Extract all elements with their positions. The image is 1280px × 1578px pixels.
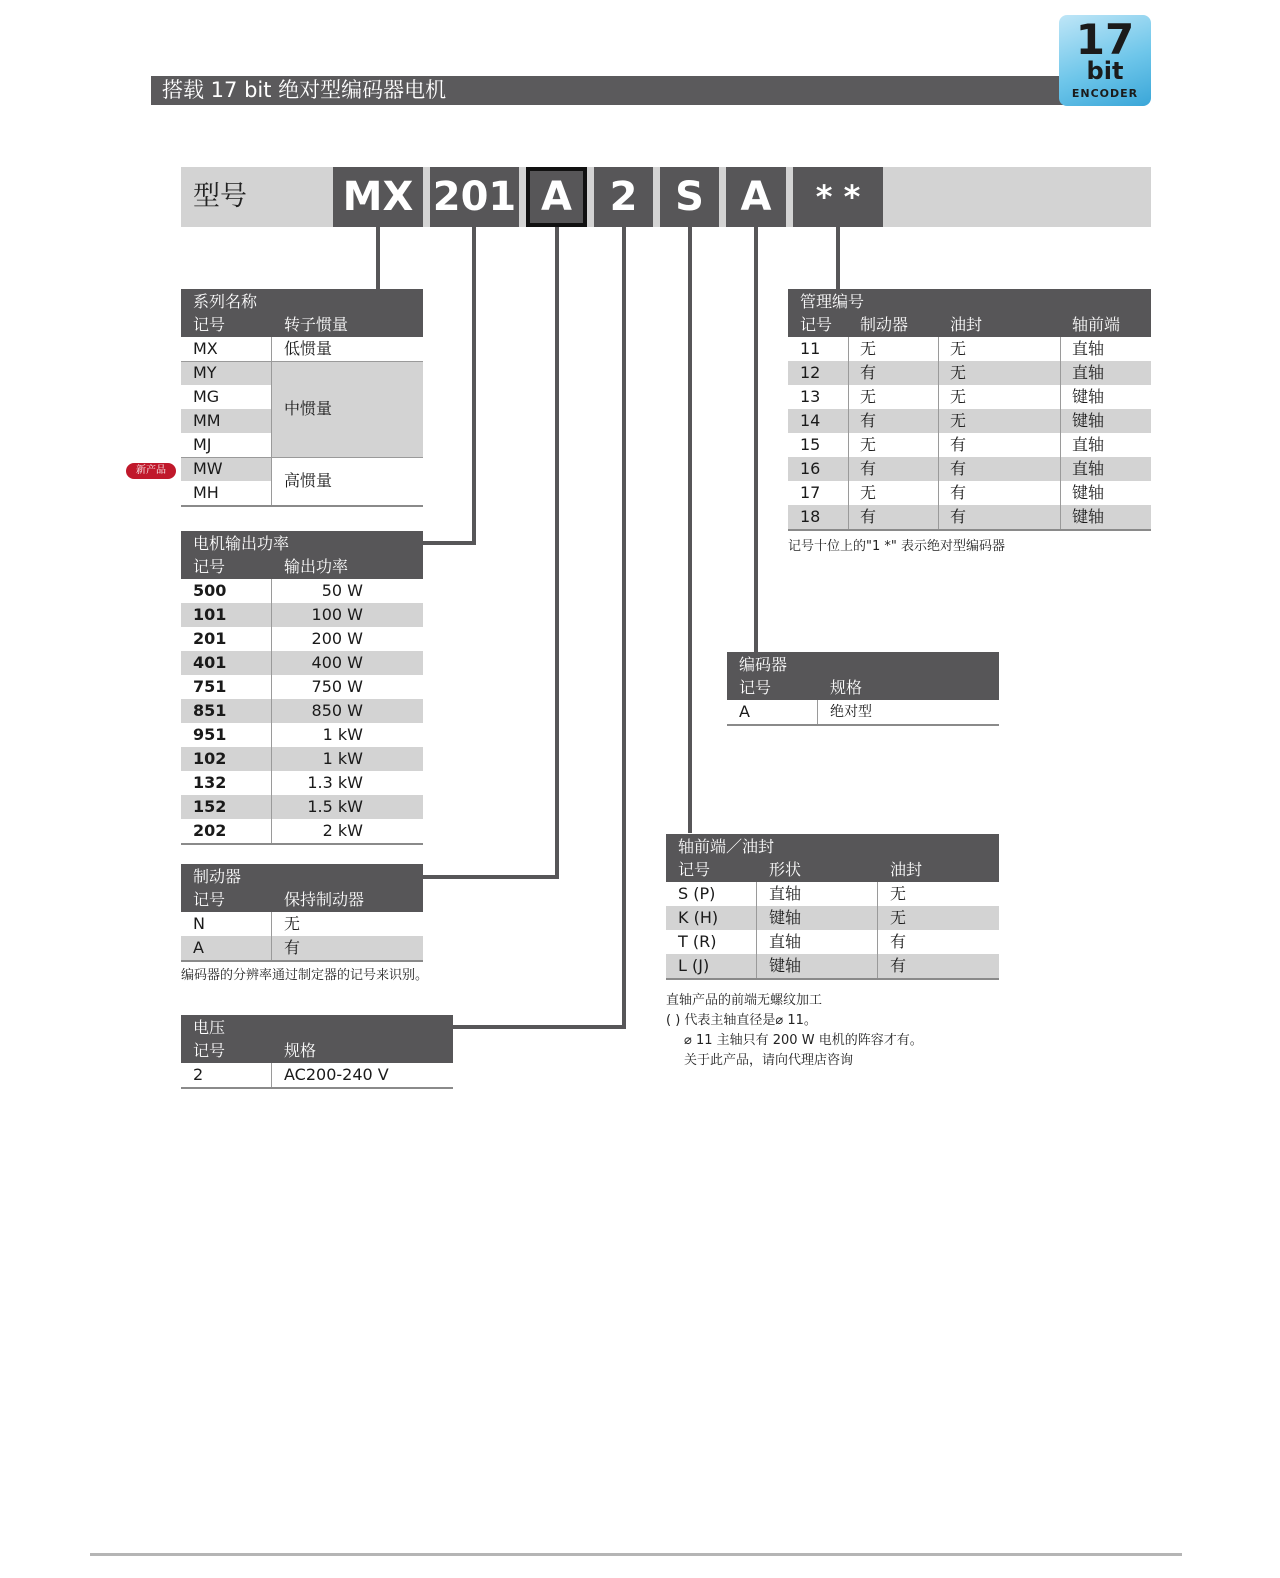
management-seal: 有 (950, 483, 967, 502)
model-segment-management: * * (793, 167, 883, 227)
series-code: MY (193, 363, 217, 382)
shaft-seal: 无 (890, 884, 907, 903)
shaft-seal: 有 (890, 956, 907, 975)
management-row (788, 385, 1151, 409)
connector-voltage-vertical (622, 227, 626, 1029)
management-shaft: 直轴 (1072, 339, 1105, 358)
management-shaft: 键轴 (1072, 483, 1105, 502)
power-col-code: 记号 (193, 557, 226, 576)
management-brake: 有 (860, 459, 877, 478)
page-bottom-rule (90, 1553, 1182, 1556)
management-seal: 无 (950, 339, 967, 358)
brake-note: 编码器的分辨率通过制定器的记号来识别。 (181, 968, 429, 983)
power-code: 401 (193, 653, 227, 672)
shaft-col-code: 记号 (678, 860, 711, 879)
encoder-code: A (739, 702, 750, 721)
management-table (788, 289, 1151, 531)
brake-code: N (193, 914, 205, 933)
management-brake: 无 (860, 435, 877, 454)
power-row (181, 771, 423, 795)
management-brake: 无 (860, 339, 877, 358)
management-row (788, 457, 1151, 481)
encoder-table (727, 652, 999, 726)
power-row (181, 579, 423, 603)
model-segment-brake: A (526, 167, 587, 227)
brake-col-holding: 保持制动器 (284, 890, 365, 909)
management-row (788, 433, 1151, 457)
series-inertia-high: 高惯量 (284, 471, 333, 490)
voltage-code: 2 (193, 1065, 204, 1084)
management-shaft: 直轴 (1072, 459, 1105, 478)
shaft-shape: 键轴 (769, 908, 802, 927)
connector-brake-vertical (555, 227, 559, 879)
management-seal: 有 (950, 459, 967, 478)
power-row (181, 675, 423, 699)
management-shaft: 直轴 (1072, 363, 1105, 382)
management-brake: 有 (860, 363, 877, 382)
series-inertia-low: 低惯量 (284, 339, 333, 358)
model-segment-voltage: 2 (594, 167, 653, 227)
model-label: 型号 (193, 181, 247, 212)
series-table-title: 系列名称 (193, 292, 258, 311)
power-value: 1 kW (322, 749, 363, 768)
shaft-row (666, 954, 999, 978)
power-row (181, 603, 423, 627)
page-title: 搭载 17 bit 绝对型编码器电机 (162, 78, 447, 102)
power-value: 1.3 kW (307, 773, 363, 792)
series-code: MJ (193, 435, 212, 454)
management-shaft: 键轴 (1072, 387, 1105, 406)
connector-management (836, 227, 840, 289)
brake-code: A (193, 938, 204, 957)
brake-value: 有 (284, 938, 301, 957)
power-row (181, 651, 423, 675)
voltage-col-code: 记号 (193, 1041, 226, 1060)
management-shaft: 键轴 (1072, 507, 1105, 526)
encoder-table-title: 编码器 (739, 655, 788, 674)
voltage-table-header (181, 1015, 453, 1063)
voltage-table (181, 1015, 453, 1089)
series-col-code: 记号 (193, 315, 226, 334)
management-row (788, 409, 1151, 433)
shaft-row (666, 930, 999, 954)
power-code: 101 (193, 605, 227, 624)
management-col-brake: 制动器 (860, 315, 909, 334)
power-value: 750 W (311, 677, 363, 696)
power-value: 1 kW (322, 725, 363, 744)
model-segment-power: 201 (430, 167, 519, 227)
shaft-shape: 键轴 (769, 956, 802, 975)
logo-bit-text: bit (1086, 57, 1124, 85)
management-table-header (788, 289, 1151, 337)
power-code: 132 (193, 773, 227, 792)
management-brake: 无 (860, 387, 877, 406)
shaft-seal: 有 (890, 932, 907, 951)
power-code: 500 (193, 581, 227, 600)
logo-encoder-text: ENCODER (1071, 87, 1139, 100)
series-code: MG (193, 387, 220, 406)
power-row (181, 699, 423, 723)
shaft-table-header (666, 834, 999, 882)
series-table-header (181, 289, 423, 337)
connector-power-vertical (472, 227, 476, 545)
power-row (181, 627, 423, 651)
connector-shaft (688, 227, 692, 833)
power-table-header (181, 531, 423, 579)
management-row (788, 337, 1151, 361)
management-table-body (788, 337, 1151, 531)
power-value: 50 W (321, 581, 363, 600)
power-col-output: 输出功率 (284, 557, 349, 576)
power-value: 100 W (311, 605, 363, 624)
brake-col-code: 记号 (193, 890, 226, 909)
shaft-shape: 直轴 (769, 884, 802, 903)
encoder-logo (1059, 15, 1151, 106)
management-note: 记号十位上的"1 *" 表示绝对型编码器 (788, 539, 1005, 554)
brake-table (181, 864, 423, 962)
series-code: MH (193, 483, 219, 502)
connector-power-horizontal (423, 541, 476, 545)
voltage-col-spec: 规格 (284, 1041, 317, 1060)
voltage-table-title: 电压 (193, 1018, 226, 1037)
power-table-title: 电机输出功率 (193, 534, 290, 553)
series-code: MX (193, 339, 218, 358)
encoder-table-header (727, 652, 999, 700)
power-code: 851 (193, 701, 227, 720)
management-shaft: 键轴 (1072, 411, 1105, 430)
management-seal: 无 (950, 363, 967, 382)
model-segment-series: MX (333, 167, 423, 227)
power-value: 400 W (311, 653, 363, 672)
shaft-table (666, 834, 999, 980)
series-code: MW (193, 459, 223, 478)
series-inertia-mid: 中惯量 (284, 399, 333, 418)
power-code: 951 (193, 725, 227, 744)
shaft-code: K (H) (678, 908, 719, 927)
power-code: 751 (193, 677, 227, 696)
management-row (788, 361, 1151, 385)
shaft-table-title: 轴前端／油封 (678, 837, 775, 856)
management-brake: 有 (860, 507, 877, 526)
brake-table-header (181, 864, 423, 912)
series-table (181, 289, 423, 507)
management-brake: 有 (860, 411, 877, 430)
management-col-code: 记号 (800, 315, 833, 334)
power-code: 201 (193, 629, 227, 648)
shaft-shape: 直轴 (769, 932, 802, 951)
power-code: 102 (193, 749, 227, 768)
encoder-col-spec: 规格 (830, 678, 863, 697)
power-value: 1.5 kW (307, 797, 363, 816)
management-row (788, 481, 1151, 505)
model-segment-shaft: S (660, 167, 719, 227)
management-row (788, 505, 1151, 529)
shaft-row (666, 906, 999, 930)
power-table-body (181, 579, 423, 845)
management-code: 15 (800, 435, 821, 454)
shaft-note: ( ) 代表主轴直径是⌀ 11。 (666, 1013, 817, 1028)
connector-series (376, 227, 380, 289)
management-shaft: 直轴 (1072, 435, 1105, 454)
management-code: 14 (800, 411, 821, 430)
management-code: 11 (800, 339, 821, 358)
series-col-inertia: 转子惯量 (284, 315, 349, 334)
power-code: 202 (193, 821, 227, 840)
management-code: 16 (800, 459, 821, 478)
management-seal: 无 (950, 387, 967, 406)
shaft-col-seal: 油封 (890, 860, 923, 879)
brake-table-title: 制动器 (193, 867, 242, 886)
power-row (181, 723, 423, 747)
connector-brake-horizontal (423, 875, 559, 879)
encoder-col-code: 记号 (739, 678, 772, 697)
power-value: 2 kW (322, 821, 363, 840)
power-row (181, 819, 423, 843)
series-code: MM (193, 411, 221, 430)
management-code: 18 (800, 507, 821, 526)
power-row (181, 747, 423, 771)
power-value: 850 W (311, 701, 363, 720)
management-code: 17 (800, 483, 821, 502)
brake-value: 无 (284, 914, 301, 933)
power-table (181, 531, 423, 845)
management-seal: 有 (950, 435, 967, 454)
connector-encoder (754, 227, 758, 652)
shaft-code: T (R) (678, 932, 717, 951)
management-code: 13 (800, 387, 821, 406)
shaft-seal: 无 (890, 908, 907, 927)
management-col-shaft: 轴前端 (1072, 315, 1121, 334)
shaft-note: 直轴产品的前端无螺纹加工 (666, 993, 823, 1008)
management-col-seal: 油封 (950, 315, 983, 334)
connector-voltage-horizontal (453, 1025, 626, 1029)
logo-number: 17 (1075, 15, 1135, 64)
encoder-value: 绝对型 (830, 704, 872, 720)
shaft-code: S (P) (678, 884, 716, 903)
management-brake: 无 (860, 483, 877, 502)
shaft-note: 关于此产品，请向代理店咨询 (684, 1053, 854, 1068)
shaft-row (666, 882, 999, 906)
management-seal: 无 (950, 411, 967, 430)
shaft-note: ⌀ 11 主轴只有 200 W 电机的阵容才有。 (684, 1033, 923, 1048)
management-table-title: 管理编号 (800, 292, 865, 311)
power-value: 200 W (311, 629, 363, 648)
power-code: 152 (193, 797, 227, 816)
management-seal: 有 (950, 507, 967, 526)
shaft-code: L (J) (678, 956, 710, 975)
shaft-col-shape: 形状 (769, 860, 802, 879)
power-row (181, 795, 423, 819)
shaft-table-body (666, 882, 999, 980)
voltage-value: AC200-240 V (284, 1065, 389, 1084)
management-code: 12 (800, 363, 821, 382)
model-segment-encoder: A (726, 167, 786, 227)
new-product-badge: 新产品 (126, 463, 176, 479)
